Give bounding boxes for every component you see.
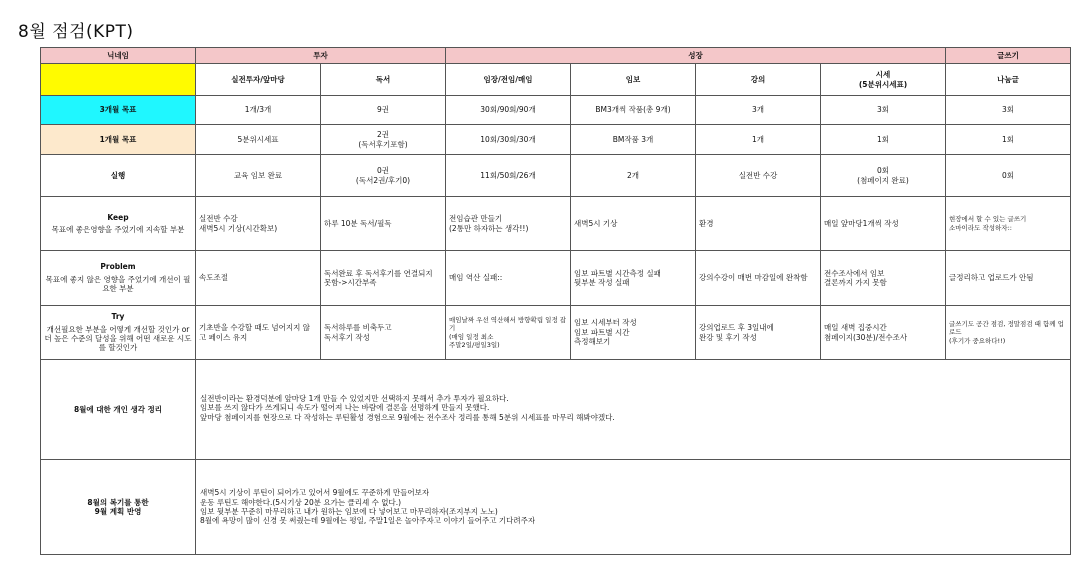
table-cell: 매일 앞마당1개씩 작성 [821,197,946,251]
table-cell: BM3개씩 작품(총 9개) [571,96,696,125]
row-label-plan: 8월의 복기를 통한 9월 계획 반영 [41,460,196,555]
goal3-row [41,96,1071,125]
header-nickname: 닉네임 [41,48,196,64]
reflection-line: 임보를 쓰지 않다가 쓰게되니 속도가 떨어져 나는 바람에 결론을 선명하게 만들지 못했다. [200,403,490,413]
header-group-writing: 글쓰기 [946,48,1071,64]
row-label-try [41,306,196,360]
col-header: 시세 (5분위시세표) [821,64,946,96]
plan-line: 임보 뒷부분 꾸준히 마무리하고 내가 원하는 임보에 다 넣어보고 마무리하자(조지부지 노노) [200,507,498,516]
plan-line: 운동 루틴도 해야한다.(5시기상 20분 요가는 클리셰 수 없다.) [200,497,402,507]
try-desc: 개선필요한 부분을 어떻게 개선할 것인가 or 더 높은 수준의 달성을 위해 어떤 새로운 시도를 할것인가 [44,324,192,353]
table-cell: 임보 파트별 시간측정 실패 뒷부분 작성 실패 [571,251,696,306]
goal1-row [41,125,1071,155]
col-header: 실전투자/앞마당 [196,64,321,96]
problem-desc: 목표에 좋지 않은 영향을 주었기에 개선이 필요한 부분 [45,274,191,294]
table-cell: 전임습관 만들기 (2통만 하자하는 생각!!) [446,197,571,251]
col-header: 나눔글 [946,64,1071,96]
table-cell: 강의수강이 매번 마감일에 완착함 [696,251,821,306]
table-cell: 3회 [821,96,946,125]
keep-title: Keep [107,212,129,222]
problem-title: Problem [100,262,136,272]
table-cell: BM작품 3개 [571,125,696,155]
row-label-reflection: 8월에 대한 개인 생각 정리 [41,360,196,460]
plan-line: 8월에 욕망이 많이 신경 못 써줬는데 9월에는 평일, 주말1일은 놀아주자고 이야기 들어주고 기다려주자 [200,516,536,526]
table-cell: 9권 [321,96,446,125]
table-cell: 전수조사에서 임보 결론까지 가지 못함 [821,251,946,306]
col-header: 강의 [696,64,821,96]
try-title: Try [111,312,125,322]
column-header-row [41,64,1071,96]
col-header: 임보 [571,64,696,96]
row-label-actual: 실행 [41,155,196,197]
table-cell: 하루 10분 독서/필독 [321,197,446,251]
plan-line: 새벽5시 기상이 루틴이 되어가고 있어서 9월에도 꾸준하게 만들어보자 [200,488,430,498]
nickname-cell [41,64,196,96]
keep-row [41,197,1071,251]
table-cell: 매일 새벽 집중시간 첨페이지(30분)/전수조사 [821,306,946,360]
table-cell: 매임날짜 우선 역산해서 방향확립 일정 잡기 (매임 일정 최소 주말2일/평일3일) [446,306,571,360]
row-label-keep [41,197,196,251]
row-label-problem [41,251,196,306]
table-cell: 임보 시세부터 작성 임보 파트별 시간 측정해보기 [571,306,696,360]
table-cell: 매임 역산 실패:: [446,251,571,306]
table-cell: 0회 [946,155,1071,197]
table-cell: 현장에서 할 수 있는 글쓰기 소마이라도 작성하자:: [946,197,1071,251]
table-cell: 11회/50회/26개 [446,155,571,197]
table-cell: 글쓰기도 공간 점검, 정말점검 때 함께 업로드 (후기가 중요하다!!) [946,306,1071,360]
table-cell: 0권 (독서2권/후기0) [321,155,446,197]
table-cell: 3개 [696,96,821,125]
table-cell: 글정리하고 업로드가 안됨 [946,251,1071,306]
row-label-goal3: 3개월 목표 [41,96,196,125]
table-cell: 교육 임보 완료 [196,155,321,197]
table-cell: 속도조절 [196,251,321,306]
table-cell: 실전반 수강 [696,155,821,197]
col-header: 임장/전임/매임 [446,64,571,96]
reflection-line: 앞마당 첨페이지를 현장으로 다 작성하는 루틴활성 경험으로 9월에는 전수조사 정리를 통해 5분위 시세표를 마무리 해봐야겠다. [200,412,615,422]
table-cell: 5분위시세표 [196,125,321,155]
keep-desc: 목표에 좋은영향을 주었기에 지속할 부분 [51,225,185,234]
table-cell: 독서하루를 비축두고 독서후기 작성 [321,306,446,360]
table-cell: 1개 [696,125,821,155]
header-row [41,48,1071,64]
problem-row [41,251,1071,306]
reflection-text [196,360,1071,460]
table-cell: 독서완료 후 독서후기를 연결되지 못함->시간부족 [321,251,446,306]
table-cell: 환경 [696,197,821,251]
header-group-invest: 투자 [196,48,446,64]
table-cell: 실전반 수강 새벽5시 기상(시간확보) [196,197,321,251]
plan-row [41,460,1071,555]
table-cell: 1회 [821,125,946,155]
table-cell: 1개/3개 [196,96,321,125]
reflection-line: 실전반이라는 환경덕분에 앞마당 1개 만들 수 있었지만 선택하지 못해서 추가 투자가 필요하다. [200,394,509,403]
table-cell: 10회/30회/30개 [446,125,571,155]
table-cell: 새벽5시 기상 [571,197,696,251]
table-cell: 3회 [946,96,1071,125]
actual-row [41,155,1071,197]
try-row [41,306,1071,360]
table-cell: 2권 (독서후기포함) [321,125,446,155]
table-cell: 기초반을 수강할 때도 넘어지지 않고 페이스 유지 [196,306,321,360]
table-cell: 강의업로드 후 3일내에 완강 및 후기 작성 [696,306,821,360]
col-header: 독서 [321,64,446,96]
table-cell: 1회 [946,125,1071,155]
page-title: 8월 점검(KPT) [18,22,134,42]
table-cell: 2개 [571,155,696,197]
table-cell: 30회/90회/90개 [446,96,571,125]
header-group-growth: 성장 [446,48,946,64]
row-label-goal1: 1개월 목표 [41,125,196,155]
reflection-row [41,360,1071,460]
table-cell: 0회 (첨페이지 완료) [821,155,946,197]
plan-text [196,460,1071,555]
kpt-table [40,47,1071,555]
